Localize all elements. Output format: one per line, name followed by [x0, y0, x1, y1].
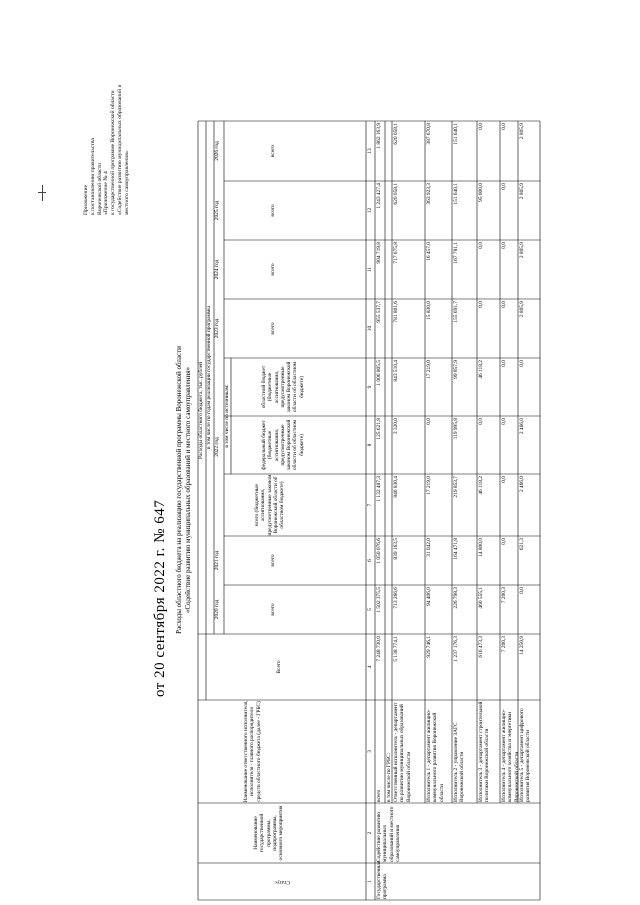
value-cell: 843 510,4	[393, 360, 399, 382]
value-cell: 781 801,6	[393, 301, 399, 323]
value-cell: 94 406,0	[426, 587, 432, 606]
value-cell: 125 621,8	[376, 418, 382, 440]
appendix-line: «Приложение № 4	[103, 171, 110, 215]
column-number: 4	[367, 665, 373, 669]
value-cell: 95 000,0	[478, 183, 484, 202]
title-line: Расходы областного бюджета на реализацию государственной программы Воронежской области	[175, 346, 183, 634]
value-cell: 17 219,0	[426, 360, 432, 379]
value-cell: 119 995,8	[453, 418, 459, 440]
value-cell: 904 719,8	[376, 242, 382, 264]
header-year: 2025 год	[214, 200, 220, 221]
appendix-line: Воронежской области	[96, 162, 103, 215]
value-cell: 929 746,1	[426, 636, 432, 658]
value-cell: 3 320,0	[393, 418, 399, 435]
header-year: 2021 год	[214, 550, 220, 571]
header-regional: областной бюджет (бюджетные ассигнования, предусмотренные законом Воронежской области об областном бюджете)	[261, 361, 305, 413]
header-all-2022: всего (бюджетные ассигнования, предусмотренные законом Воронежской области об областном бюджете)	[254, 474, 286, 536]
header-all: всего	[270, 144, 276, 158]
value-cell: 151 640,1	[453, 123, 459, 145]
column-number: 8	[367, 443, 373, 447]
value-cell: 46 118,2	[478, 360, 484, 379]
value-cell: 1 050 076,6	[376, 538, 382, 564]
value-cell: 226 798,3	[453, 587, 459, 609]
executor-cell: в том числе по ГРБС:	[386, 752, 392, 802]
value-cell: 219 853,7	[453, 476, 459, 498]
executor-cell: Исполнитель 2 - управление ЗАГС Воронежской области	[453, 722, 466, 802]
value-cell: 1 237 176,3	[453, 636, 459, 662]
value-cell: 46 118,2	[478, 476, 484, 495]
column-number: 1	[367, 880, 373, 883]
value-cell: 387 670,8	[426, 123, 432, 145]
value-cell: 363 923,3	[426, 183, 432, 205]
value-cell: 839 163,5	[393, 538, 399, 560]
value-cell: 620 058,1	[393, 183, 399, 205]
header-year: 2022 год	[214, 437, 220, 457]
value-cell: 16 457,0	[426, 242, 432, 261]
value-cell: 1 243 427,4	[376, 183, 382, 209]
program-cell: Содействие развитию муниципальных образований и местного самоуправления	[376, 806, 401, 862]
column-number: 2	[367, 831, 373, 835]
value-cell: 460 555,1	[478, 587, 484, 609]
value-cell: 2 805,9	[519, 242, 525, 259]
value-cell: 2 805,9	[519, 301, 525, 318]
value-cell: 0,0	[501, 360, 507, 367]
value-cell: 0,0	[426, 418, 432, 425]
column-number: 6	[367, 559, 373, 562]
value-cell: 15 830,0	[426, 301, 432, 320]
header-federal: федеральный бюджет (бюджетные ассигнования, предусмотренные законом Воронежской области об областном бюджете)	[261, 419, 305, 471]
value-cell: 0,0	[478, 242, 484, 249]
value-cell: 1 132 487,3	[376, 476, 382, 502]
value-cell: 616 473,3	[478, 636, 484, 658]
value-cell: 0,0	[501, 183, 507, 190]
value-cell: 167 781,1	[453, 242, 459, 264]
column-number: 13	[367, 148, 373, 154]
appendix-line: «Содействие развитию муниципальных образований и	[116, 84, 123, 215]
value-cell: 0,0	[478, 418, 484, 425]
header-all: всего	[270, 263, 276, 276]
executor-cell: Исполнитель 5 - департамент цифрового развития Воронежской области	[519, 708, 532, 802]
header-status: Статус	[274, 879, 290, 885]
value-cell: 0,0	[501, 418, 507, 425]
appendix-line: к государственной программе Воронежской области	[110, 90, 117, 215]
header-all: всего	[270, 322, 276, 335]
header-all: всего	[270, 554, 276, 567]
executor-cell: Исполнитель 4 - департамент жилищно-коммунального хозяйства и энергетики Воронежской области	[501, 709, 520, 802]
header-program: Наименование государственной программы, подпрограммы, основного мероприятия	[253, 805, 285, 861]
value-cell: 1 862 163,9	[376, 123, 382, 149]
value-cell: 1 502 375,5	[376, 587, 382, 613]
value-cell: 846 830,4	[393, 476, 399, 498]
value-cell: 713 266,6	[393, 587, 399, 609]
value-cell: 2 805,9	[519, 183, 525, 200]
title-line: «Содействие развитию муниципальных образований и местного самоуправления»	[183, 367, 192, 613]
value-cell: 7 200,3	[501, 636, 507, 653]
decree-date: от 20 сентября 2022 г. № 647	[152, 499, 168, 697]
status-cell: Государственная программа	[376, 860, 389, 899]
header-by-years: в том числе по годам реализации государственной программы	[206, 306, 212, 449]
value-cell: 0,0	[501, 301, 507, 308]
appendix-line: Приложение	[83, 184, 89, 215]
header-total: Всего	[276, 660, 282, 674]
column-number: 10	[367, 325, 373, 332]
appendix-line: местного самоуправления»	[123, 150, 130, 215]
header-year: 2026 год	[214, 141, 220, 161]
column-number: 5	[367, 608, 373, 611]
value-cell: 0,0	[478, 123, 484, 130]
header-year: 2020 год	[214, 599, 220, 620]
value-cell: 0,0	[478, 301, 484, 308]
value-cell: 0,0	[519, 360, 525, 367]
value-cell: 0,0	[501, 476, 507, 483]
value-cell: 0,0	[501, 123, 507, 130]
value-cell: 99 857,9	[453, 360, 459, 379]
executor-cell: Исполнитель 3 - департамент строительной политики Воронежской области	[478, 701, 491, 802]
header-year: 2024 год	[214, 259, 220, 280]
executor-cell: Исполнитель 1 - департамент жилищно-коммунального развития Воронежской области	[426, 709, 445, 802]
value-cell: 14 800,0	[478, 538, 484, 557]
value-cell: 2 466,0	[519, 476, 525, 493]
value-cell: 151 640,1	[453, 183, 459, 205]
value-cell: 955 537,7	[376, 301, 382, 323]
value-cell: 7 200,3	[501, 587, 507, 604]
value-cell: 14 250,9	[519, 636, 525, 655]
executor-cell: всего	[376, 789, 382, 802]
column-number: 3	[367, 750, 373, 753]
value-cell: 0,0	[519, 587, 525, 594]
header-incl-sources: в том числе по источникам:	[224, 384, 230, 448]
column-number: 11	[367, 266, 373, 273]
value-cell: 0,0	[501, 538, 507, 545]
value-cell: 7 248 730,0	[376, 636, 382, 662]
value-cell: 621,3	[519, 538, 525, 551]
header-year: 2023 год	[214, 318, 220, 339]
column-number: 7	[367, 503, 373, 507]
value-cell: 717 675,8	[393, 242, 399, 264]
value-cell: 1 006 805,5	[376, 360, 382, 386]
value-cell: 2 805,9	[519, 123, 525, 140]
column-number: 12	[367, 207, 373, 214]
header-executor: Наименование ответственного исполнителя, исполнителя - главного распорядителя средств областного бюджета (далее - ГРБС)	[243, 700, 262, 803]
value-cell: 31 042,0	[426, 538, 432, 557]
value-cell: 0,0	[501, 242, 507, 249]
value-cell: 5 138 774,1	[393, 636, 399, 662]
header-all: всего	[270, 204, 276, 217]
value-cell: 155 691,7	[453, 301, 459, 323]
appendix-line: к постановлению правительства	[89, 138, 96, 215]
executor-cell: Ответственный исполнитель - департамент по развитию муниципальных образований Воронежской области	[393, 702, 412, 802]
column-number: 9	[367, 385, 373, 389]
value-cell: 17 219,0	[426, 476, 432, 495]
value-cell: 620 058,1	[393, 123, 399, 145]
value-cell: 164 471,8	[453, 538, 459, 560]
header-all: всего	[270, 603, 276, 616]
header-expenses: Расходы областного бюджета, тыс. рублей	[198, 362, 204, 459]
value-cell: 2 466,0	[519, 418, 525, 435]
